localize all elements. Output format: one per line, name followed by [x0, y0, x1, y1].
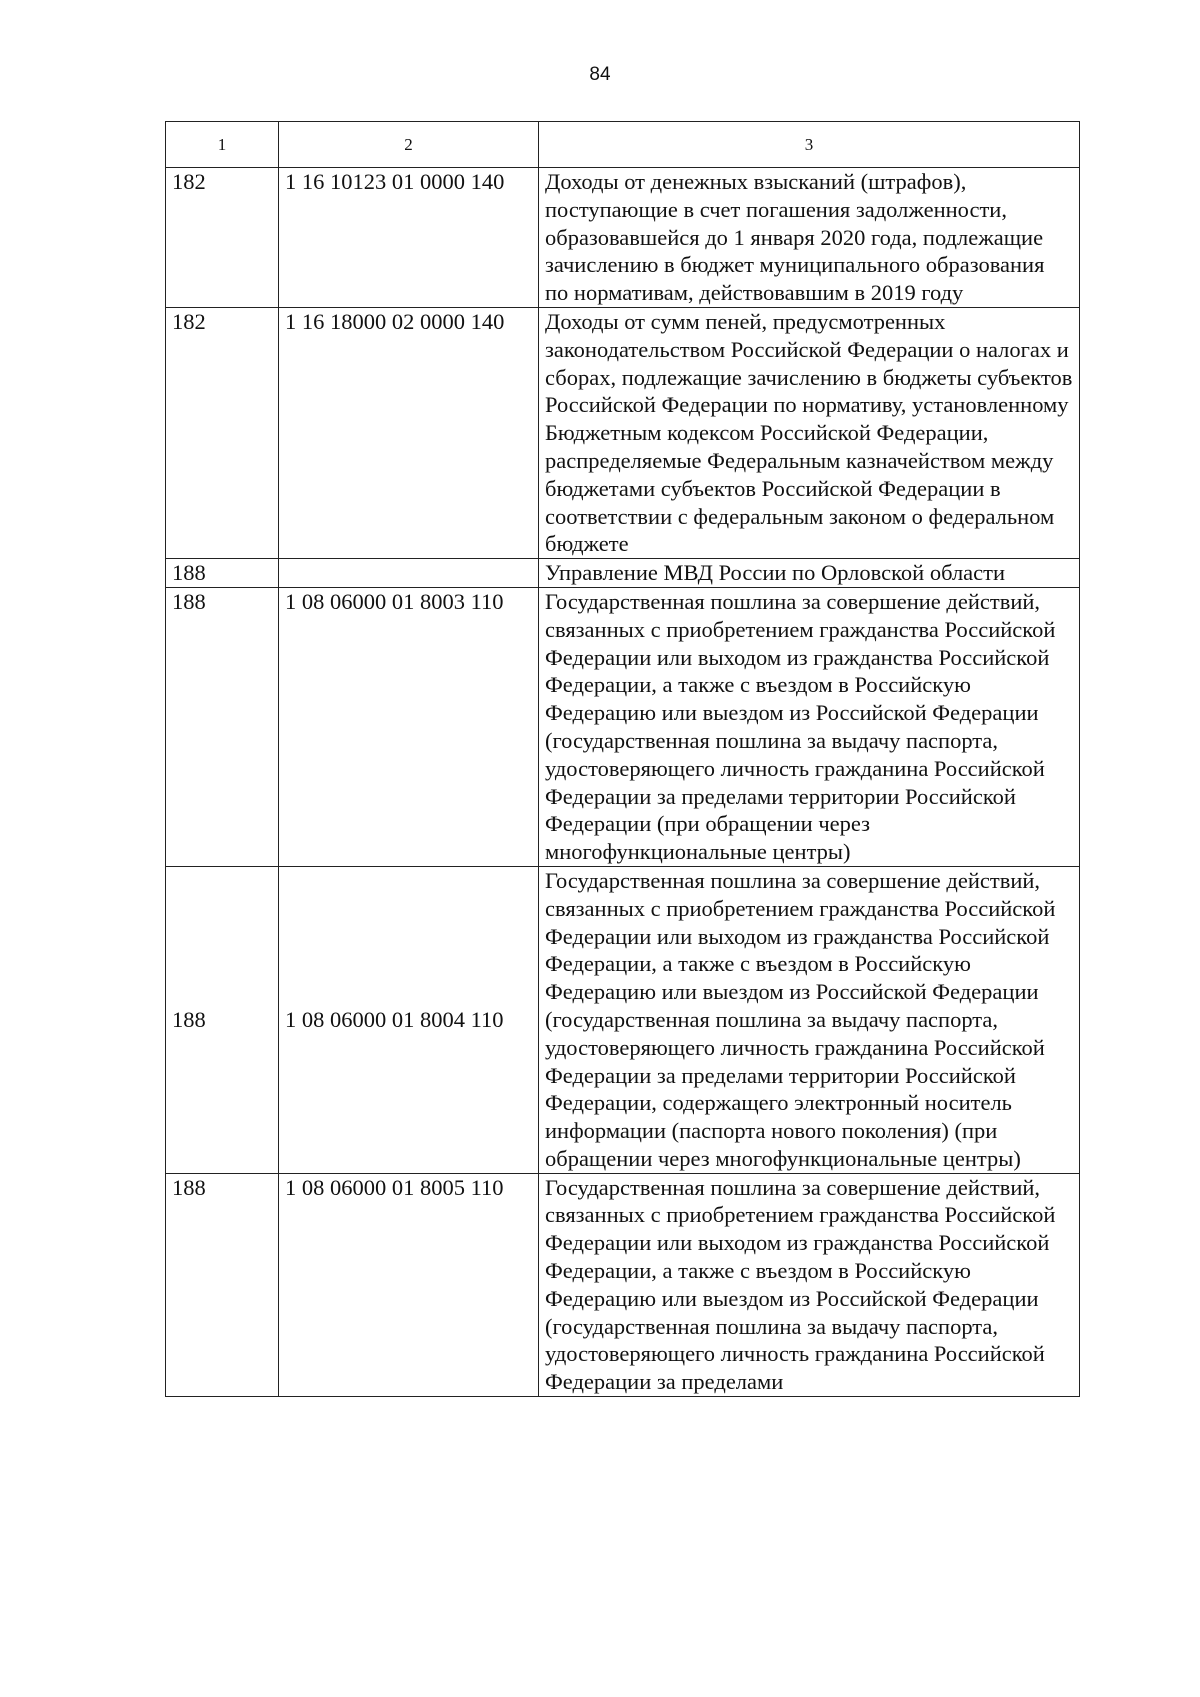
- description-cell: Государственная пошлина за совершение действий, связанных с приобретением гражданства Российской Федерации или выходом из гражданства Российской Федерации, а также с въездом в Российскую Федерацию или выездом из Российской Федерации (государственная пошлина за выдачу паспорта, удостоверяющего личность гражданина Российской Федерации за пределами территории Российской Федерации (при обращении через многофункциональные центры): [539, 587, 1080, 866]
- column-header-1: 1: [166, 122, 279, 168]
- table-row: [166, 1173, 1080, 1396]
- admin-code-cell: 188: [166, 559, 279, 588]
- kbk-code-cell: 1 08 06000 01 8003 110: [279, 587, 539, 866]
- table-row: [166, 866, 1080, 1173]
- admin-code-cell: 188: [166, 587, 279, 866]
- kbk-code-cell: 1 08 06000 01 8005 110: [279, 1173, 539, 1396]
- kbk-code-cell: [279, 559, 539, 588]
- column-header-3: 3: [539, 122, 1080, 168]
- table-row: [166, 307, 1080, 558]
- description-cell: Государственная пошлина за совершение действий, связанных с приобретением гражданства Российской Федерации или выходом из гражданства Российской Федерации, а также с въездом в Российскую Федерацию или выездом из Российской Федерации (государственная пошлина за выдачу паспорта, удостоверяющего личность гражданина Российской Федерации за пределами территории Российской Федерации, содержащего электронный носитель информации (паспорта нового поколения) (при обращении через многофункциональные центры): [539, 866, 1080, 1173]
- budget-revenue-table: [165, 121, 1080, 1397]
- table-row: [166, 168, 1080, 308]
- kbk-code-cell: 1 16 10123 01 0000 140: [279, 168, 539, 308]
- description-cell: Доходы от денежных взысканий (штрафов), поступающие в счет погашения задолженности, образовавшейся до 1 января 2020 года, подлежащие зачислению в бюджет муниципального образования по нормативам, действовавшим в 2019 году: [539, 168, 1080, 308]
- admin-code-cell: 188: [166, 1173, 279, 1396]
- page-number: 84: [589, 64, 611, 85]
- description-cell: Доходы от сумм пеней, предусмотренных законодательством Российской Федерации о налогах и сборах, подлежащие зачислению в бюджеты субъектов Российской Федерации по нормативу, установленному Бюджетным кодексом Российской Федерации, распределяемые Федеральным казначейством между бюджетами субъектов Российской Федерации в соответствии с федеральным законом о федеральном бюджете: [539, 307, 1080, 558]
- description-cell: Управление МВД России по Орловской области: [539, 559, 1080, 588]
- admin-code-cell: 188: [166, 866, 279, 1173]
- admin-code-cell: 182: [166, 307, 279, 558]
- table-row: [166, 559, 1080, 588]
- kbk-code-cell: 1 16 18000 02 0000 140: [279, 307, 539, 558]
- admin-code-cell: 182: [166, 168, 279, 308]
- column-header-2: 2: [279, 122, 539, 168]
- header-row: [166, 122, 1080, 168]
- table-row: [166, 587, 1080, 866]
- description-cell: Государственная пошлина за совершение действий, связанных с приобретением гражданства Российской Федерации или выходом из гражданства Российской Федерации, а также с въездом в Российскую Федерацию или выездом из Российской Федерации (государственная пошлина за выдачу паспорта, удостоверяющего личность гражданина Российской Федерации за пределами: [539, 1173, 1080, 1396]
- kbk-code-cell: 1 08 06000 01 8004 110: [279, 866, 539, 1173]
